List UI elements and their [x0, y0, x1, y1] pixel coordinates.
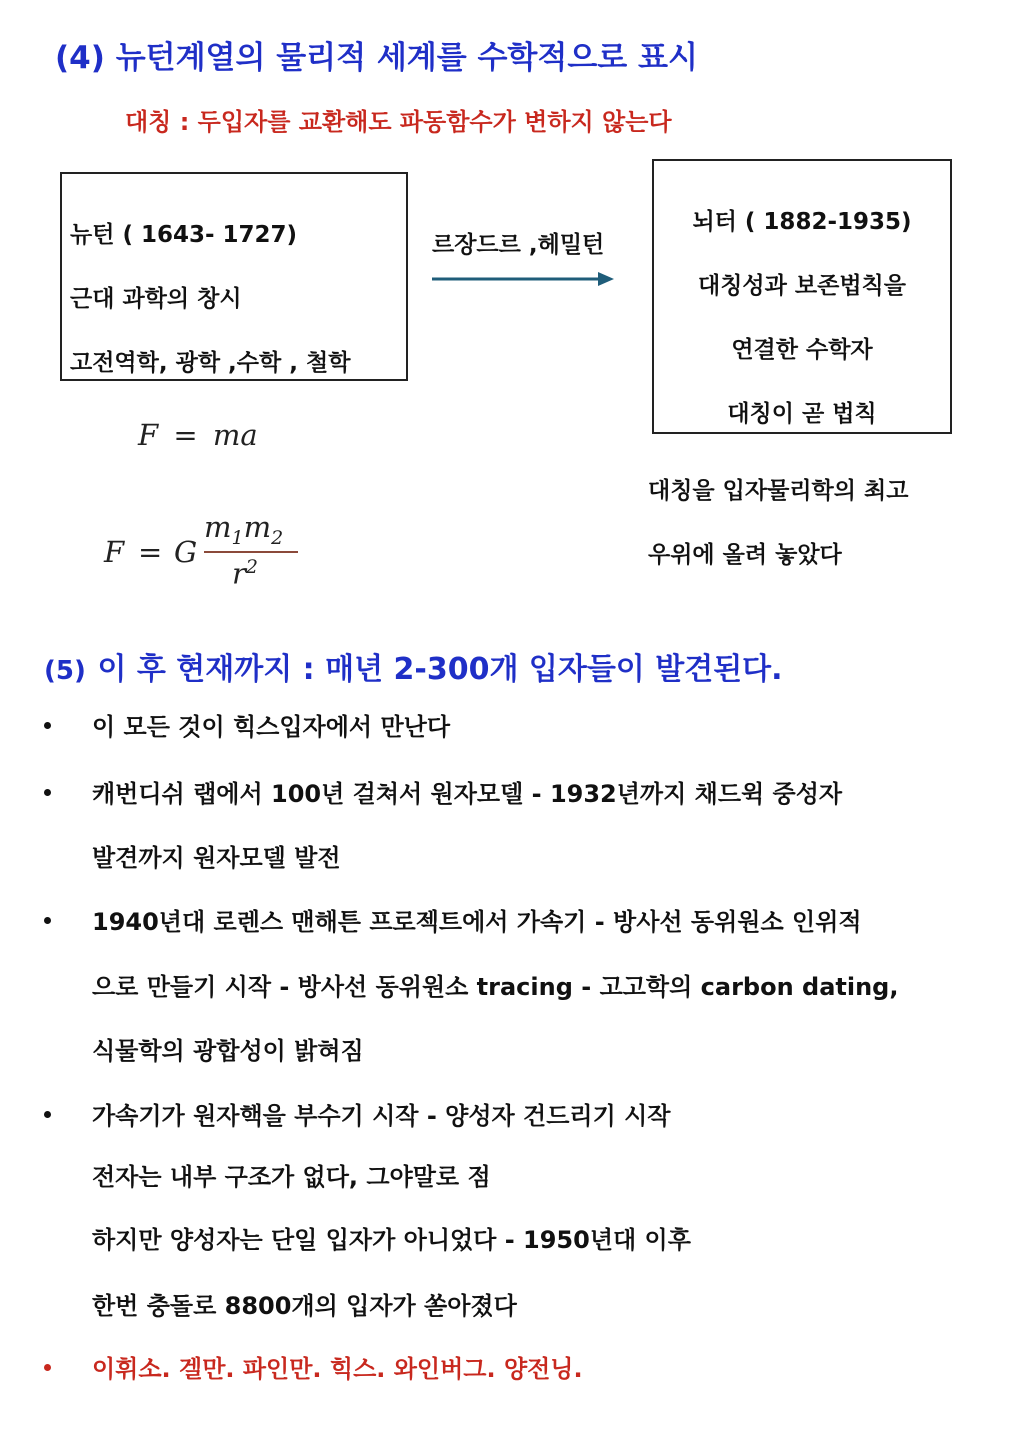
formula-f2-g: G — [174, 535, 198, 569]
bullet-dot — [44, 1111, 51, 1118]
section5-title-text: 이 후 현재까지 : 매년 2-300개 입자들이 발견된다. — [97, 652, 783, 687]
bullet-2-line-2: 발견까지 원자모델 발전 — [92, 844, 341, 872]
bullet-3-line-3: 식물학의 광합성이 밝혀짐 — [92, 1037, 364, 1065]
bullet-dot — [44, 722, 51, 729]
bullet-3-line-1: 1940년대 로렌스 맨해튼 프로젝트에서 가속기 - 방사선 동위원소 인위적 — [92, 908, 862, 936]
bullet-4-line-1: 가속기가 원자핵을 부수기 시작 - 양성자 건드리기 시작 — [92, 1102, 671, 1130]
newton-line-2: 근대 과학의 창시 — [70, 286, 242, 312]
formula-f2-numerator — [204, 510, 283, 549]
bullet-dot-red — [44, 1364, 51, 1371]
bullet-4-line-4: 한번 충돌로 8800개의 입자가 쏟아졌다 — [92, 1292, 517, 1320]
bullet-3-line-2: 으로 만들기 시작 - 방사선 동위원소 tracing - 고고학의 carbon dating, — [92, 973, 899, 1001]
formula-newton-second-law — [138, 418, 258, 452]
bullet-4-line-2: 전자는 내부 구조가 없다, 그야말로 점 — [92, 1163, 491, 1191]
bullet-1-line-1: 이 모든 것이 힉스입자에서 만난다 — [92, 713, 450, 741]
newton-line-1: 뉴턴 ( 1643- 1727) — [70, 222, 298, 248]
formula-f2-sub2: 2 — [271, 526, 284, 549]
newton-line-3: 고전역학, 광학 ,수학 , 철학 — [70, 350, 351, 376]
right-arrow-icon — [430, 268, 616, 290]
formula-f2-exp: 2 — [245, 556, 258, 578]
formula-f1-eq: = — [173, 418, 198, 452]
formula-f2-m2: m — [243, 510, 272, 544]
noether-line-4: 대칭이 곧 법칙 — [727, 401, 877, 427]
noether-box — [652, 159, 952, 434]
formula-f2-lhs: F — [104, 535, 125, 569]
noether-note-line-2: 우위에 올려 놓았다 — [648, 542, 842, 568]
formula-f2-sub1: 1 — [231, 526, 244, 549]
formula-f2-eq: = — [138, 535, 163, 569]
bullet-dot — [44, 789, 51, 796]
section5-title-num: (5) — [44, 656, 86, 686]
newton-box — [60, 172, 408, 381]
noether-line-3: 연결한 수학자 — [731, 337, 873, 363]
noether-line-2: 대칭성과 보존법칙을 — [698, 273, 906, 299]
section4-title: (4) 뉴턴계열의 물리적 세계를 수학적으로 표시 — [55, 40, 698, 76]
fraction-line — [204, 551, 298, 553]
section5-title — [44, 644, 783, 688]
noether-note-line-1: 대칭을 입자물리학의 최고 — [648, 478, 909, 504]
noether-line-1: 뇌터 ( 1882-1935) — [692, 209, 912, 235]
formula-f2-denominator — [232, 556, 258, 591]
formula-f2-r: r — [232, 556, 246, 591]
bullet-2-line-1: 캐번디쉬 랩에서 100년 걸쳐서 원자모델 - 1932년까지 채드윅 중성자 — [92, 780, 843, 808]
bullet-4-line-3: 하지만 양성자는 단일 입자가 아니었다 - 1950년대 이후 — [92, 1226, 691, 1254]
formula-gravitation — [104, 510, 324, 600]
section4-subtitle: 대칭 : 두입자를 교환해도 파동함수가 변하지 않는다 — [125, 108, 672, 136]
formula-f2-m1: m — [204, 510, 232, 544]
formula-f1-rhs: ma — [212, 418, 258, 452]
arrow-label: 르장드르 ,헤밀턴 — [432, 232, 605, 258]
formula-f1-lhs: F — [138, 418, 159, 452]
bullet-5-line-1: 이휘소. 겔만. 파인만. 힉스. 와인버그. 양전닝. — [92, 1355, 583, 1383]
bullet-dot — [44, 917, 51, 924]
